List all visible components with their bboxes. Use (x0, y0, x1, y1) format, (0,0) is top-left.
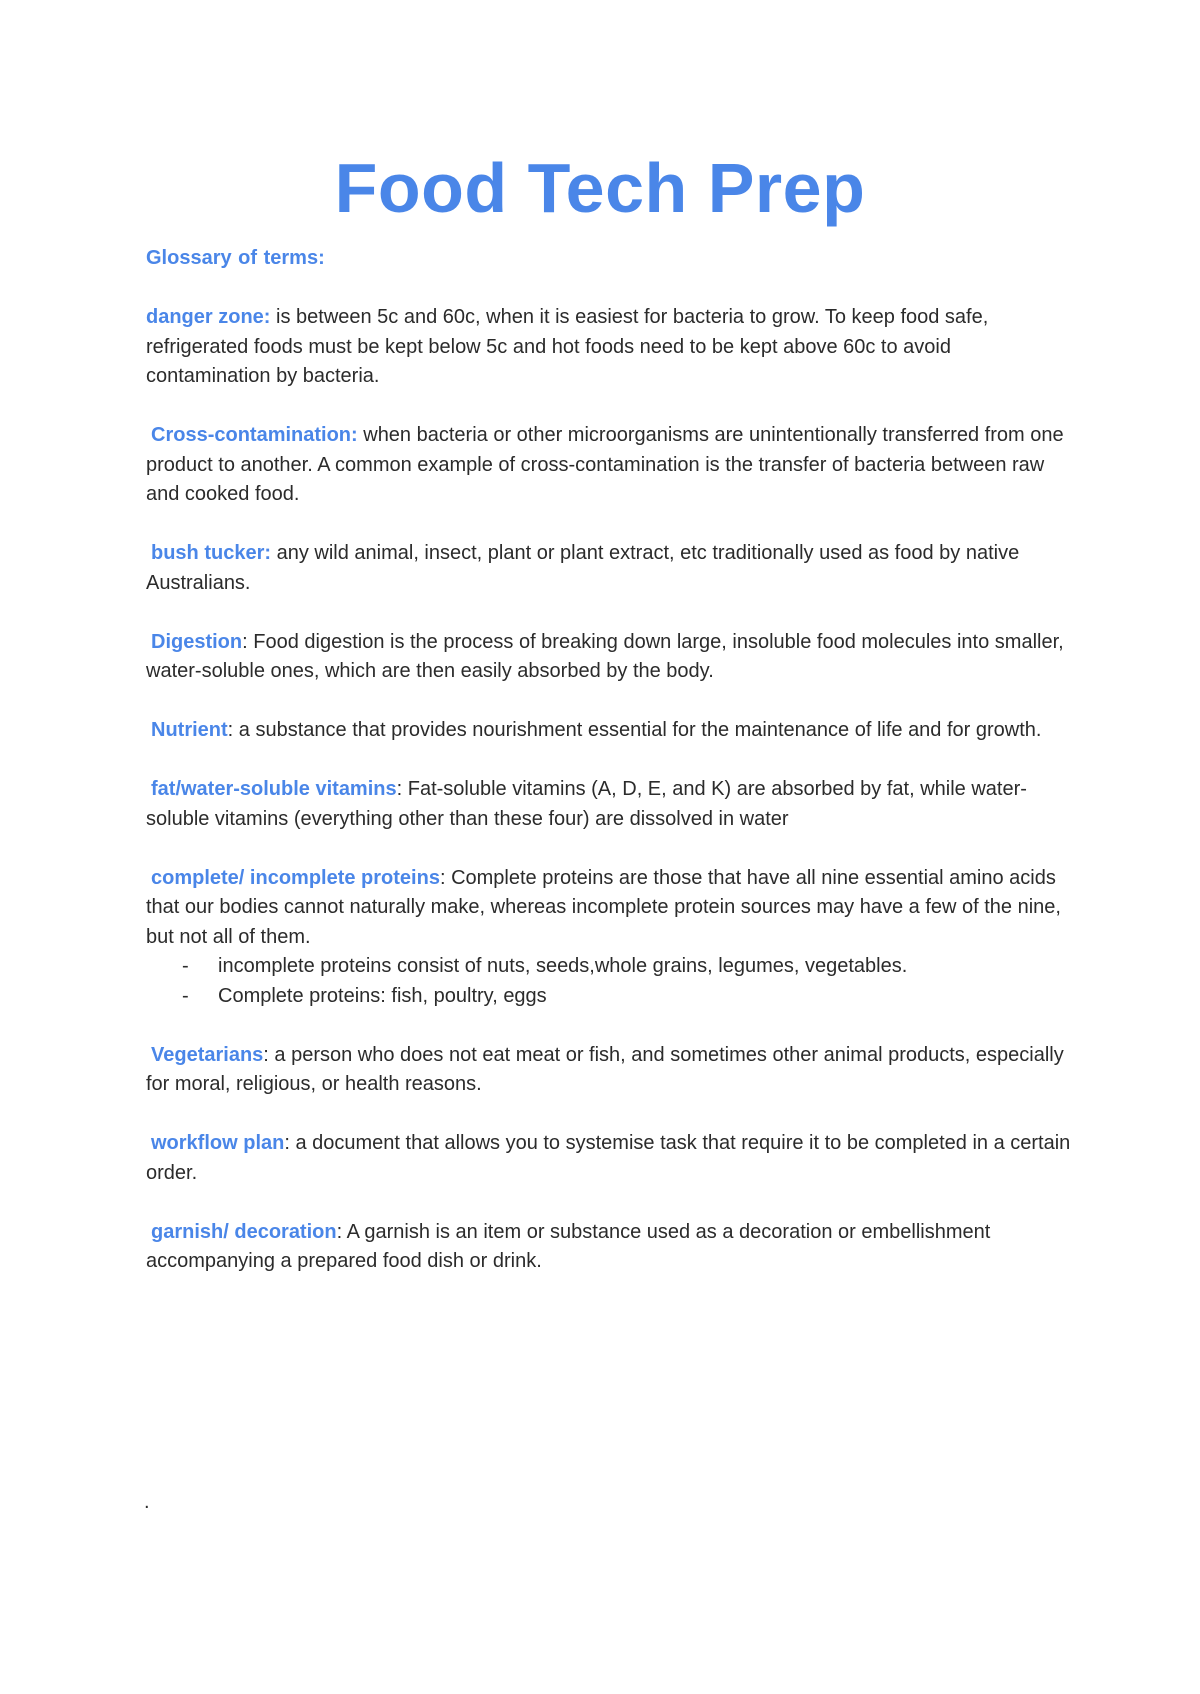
glossary-term: fat/water-soluble vitamins (151, 778, 397, 800)
glossary-entry-bush-tucker (146, 539, 1076, 598)
glossary-term: danger zone: (146, 306, 271, 328)
glossary-entry-workflow-plan (146, 1129, 1076, 1188)
glossary-definition: : a document that allows you to systemise task that require it to be completed in a certain order. (146, 1132, 1071, 1184)
glossary-term: complete/ incomplete proteins (151, 866, 440, 889)
dash-bullet: - (182, 984, 189, 1007)
glossary-entry-cross-contamination (146, 421, 1076, 510)
glossary-entry-danger-zone (146, 303, 1076, 392)
glossary-entry-vitamins (146, 775, 1076, 834)
glossary-term: garnish/ decoration (151, 1220, 337, 1243)
list-item (146, 982, 1076, 1012)
glossary-term: Vegetarians (151, 1043, 264, 1066)
glossary-definition: is between 5c and 60c, when it is easiest for bacteria to grow. To keep food safe, refrigerated foods must be kept below 5c and hot foods need to be kept above 60c to avoid contamination by bacteria. (146, 306, 989, 387)
glossary-definition: : a substance that provides nourishment essential for the maintenance of life and for growth. (227, 719, 1042, 741)
glossary-definition: : a person who does not eat meat or fish, and sometimes other animal products, especially for moral, religious, or health reasons. (146, 1043, 1064, 1095)
glossary-definition: : Fat-soluble vitamins (A, D, E, and K) are absorbed by fat, while water-soluble vitamins (everything other than these four) are dissolved in water (146, 778, 1027, 830)
glossary-term: Nutrient (151, 719, 228, 741)
glossary-term: workflow plan (151, 1132, 285, 1154)
glossary-term: bush tucker: (151, 542, 272, 564)
glossary-entry-digestion (146, 628, 1076, 687)
glossary-definition: : Food digestion is the process of breaking down large, insoluble food molecules into smaller, water-soluble ones, which are then easily absorbed by the body. (146, 630, 1064, 682)
glossary-entry-proteins (146, 864, 1076, 1012)
glossary-entry-garnish (146, 1218, 1076, 1277)
protein-bullet-list (146, 952, 1076, 1011)
list-item (146, 952, 1076, 982)
list-item-text: incomplete proteins consist of nuts, seeds,whole grains, legumes, vegetables. (218, 955, 908, 977)
footer-mark: . (144, 1491, 150, 1513)
glossary-definition: : Complete proteins are those that have all nine essential amino acids that our bodies cannot naturally make, whereas incomplete protein sources may have a few of the nine, but not all of them. (146, 866, 1061, 948)
glossary-entry-vegetarians (146, 1041, 1076, 1100)
dash-bullet: - (182, 955, 189, 977)
glossary-definition: when bacteria or other microorganisms are unintentionally transferred from one product to another. A common example of cross-contamination is the transfer of bacteria between raw and cooked food. (146, 424, 1064, 505)
glossary-entry-nutrient (146, 716, 1076, 746)
glossary-heading: Glossary of terms: (146, 247, 325, 269)
glossary-definition: any wild animal, insect, plant or plant extract, etc traditionally used as food by native Australians. (146, 542, 1020, 594)
page-title: Food Tech Prep (334, 149, 866, 227)
glossary-entry-proteins-text (146, 864, 1076, 953)
glossary-definition: : A garnish is an item or substance used as a decoration or embellishment accompanying a prepared food dish or drink. (146, 1220, 991, 1272)
list-item-text: Complete proteins: fish, poultry, eggs (218, 984, 547, 1007)
glossary-term: Digestion (151, 630, 243, 653)
glossary-term: Cross-contamination: (151, 424, 358, 446)
glossary-content (146, 244, 1076, 1306)
